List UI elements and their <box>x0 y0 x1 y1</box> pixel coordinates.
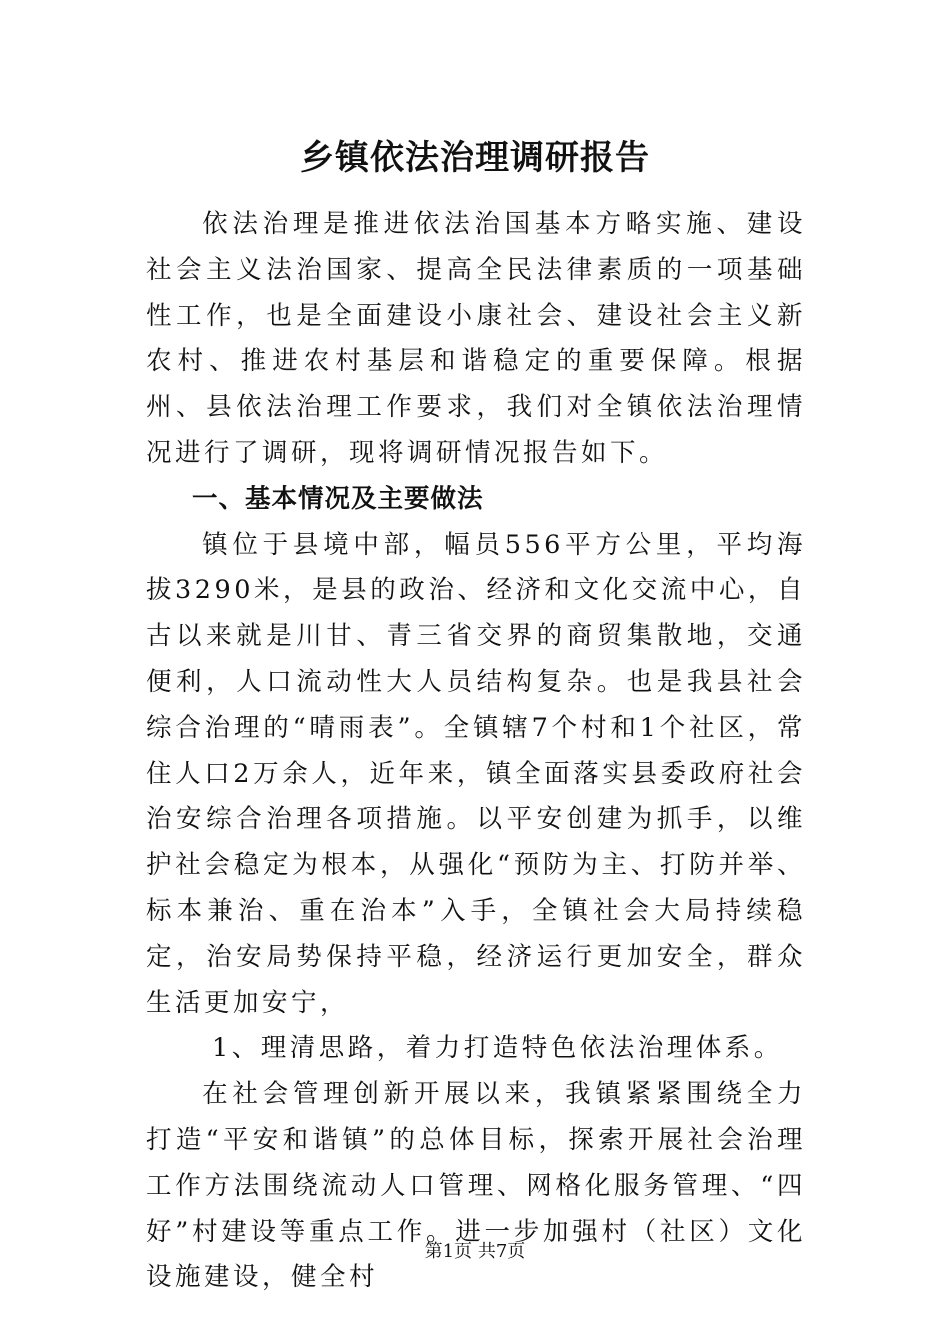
document-body <box>146 202 806 1301</box>
item-heading: 1、理清思路，着力打造特色依法治理体系。 <box>212 1033 783 1064</box>
page-footer: 第1页 共7页 <box>424 1241 526 1262</box>
section-heading: 一、基本情况及主要做法 <box>192 483 484 514</box>
document-title: 乡镇依法治理调研报告 <box>300 138 650 178</box>
item-paragraph: 在社会管理创新开展以来，我镇紧紧围绕全力打造“平安和谐镇”的总体目标，探索开展社会治理工作方法围绕流动人口管理、网格化服务管理、“四好”村建设等重点工作。进一步加强村（社区）文化设施建设，健全村 <box>146 1079 806 1293</box>
section-paragraph: 镇位于县境中部，幅员556平方公里，平均海拔3290米，是县的政治、经济和文化交流中心，自古以来就是川甘、青三省交界的商贸集散地，交通便利，人口流动性大人员结构复杂。也是我县社会综合治理的“晴雨表”。全镇辖7个村和1个社区，常住人口2万余人，近年来，镇全面落实县委政府社会治安综合治理各项措施。以平安创建为抓手，以维护社会稳定为根本，从强化“预防为主、打防并举、标本兼治、重在治本”入手，全镇社会大局持续稳定，治安局势保持平稳，经济运行更加安全，群众生活更加安宁， <box>146 529 806 1018</box>
intro-paragraph: 依法治理是推进依法治国基本方略实施、建设社会主义法治国家、提高全民法律素质的一项基础性工作，也是全面建设小康社会、建设社会主义新农村、推进农村基层和谐稳定的重要保障。根据州、县依法治理工作要求，我们对全镇依法治理情况进行了调研，现将调研情况报告如下。 <box>146 209 806 468</box>
